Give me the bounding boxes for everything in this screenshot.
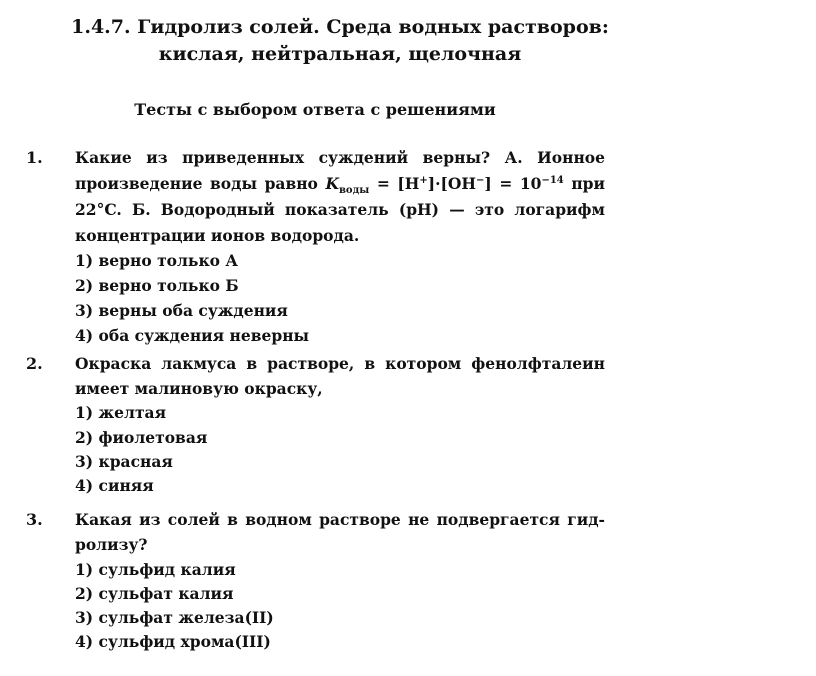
question-text: Какие из приведенных суждений верны? А. Ионное xyxy=(75,148,605,167)
answer-option: 1) желтая xyxy=(75,403,167,422)
section-title-line2: кислая, нейтральная, щелочная xyxy=(158,43,522,65)
answer-option: 3) верны оба суждения xyxy=(75,301,288,320)
answer-option: 2) сульфат калия xyxy=(75,584,234,603)
answer-option: 3) красная xyxy=(75,452,173,471)
question-text: концентрации ионов водорода. xyxy=(75,226,360,245)
question-text: Какая из солей в водном растворе не подвергается гид- xyxy=(75,510,605,529)
answer-option: 4) сульфид хрома(III) xyxy=(75,632,271,651)
answer-option: 3) сульфат железа(II) xyxy=(75,608,274,627)
question-text: 22°C. Б. Водородный показатель (pH) — это логарифм xyxy=(75,200,605,219)
question-number: 2. xyxy=(26,354,43,373)
answer-option: 2) фиолетовая xyxy=(75,428,208,447)
answer-option: 4) синяя xyxy=(75,476,154,495)
answer-option: 1) верно только А xyxy=(75,251,239,270)
question-number: 3. xyxy=(26,510,43,529)
answer-option: 2) верно только Б xyxy=(75,276,239,295)
question-text: ролизу? xyxy=(75,535,148,554)
section-title-line1: 1.4.7. Гидролиз солей. Среда водных растворов: xyxy=(71,16,609,38)
question-text: имеет малиновую окраску, xyxy=(75,379,323,398)
question-text: Окраска лакмуса в растворе, в котором фенолфталеин xyxy=(75,354,605,373)
section-subtitle: Тесты с выбором ответа с решениями xyxy=(134,100,496,119)
answer-option: 1) сульфид калия xyxy=(75,560,236,579)
question-text-formula: произведение воды равно $K_{воды} = [H^+]\cdot[OH^-] = 10^{-14}$ при xyxy=(75,174,606,197)
question-number: 1. xyxy=(26,148,43,167)
answer-option: 4) оба суждения неверны xyxy=(75,326,310,345)
